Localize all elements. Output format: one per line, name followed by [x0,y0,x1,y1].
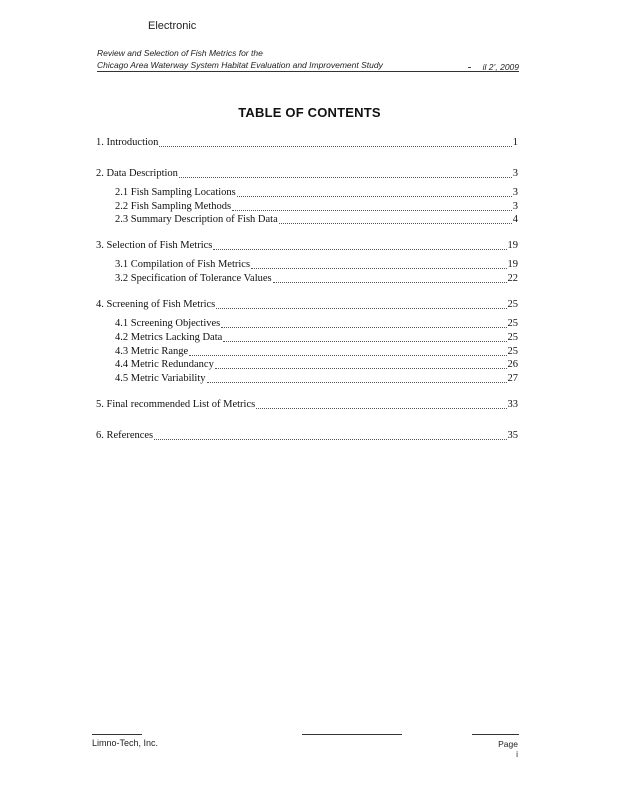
toc-leader [179,176,512,178]
toc-entry-metric-variability[interactable] [115,372,518,386]
toc-page-number: 1 [512,137,518,148]
toc-label: 2.2 Fish Sampling Methods [115,201,232,212]
toc-page-number: 22 [507,273,518,284]
toc-page-number: 25 [507,346,518,357]
electronic-stamp: Electronic [148,20,197,32]
header-line-1: Review and Selection of Fish Metrics for the [97,48,263,58]
toc-label: 2. Data Description [96,168,178,179]
header-date: il 2’, 2009 [482,62,519,72]
toc-page-number: 25 [507,318,518,329]
toc-leader [273,281,507,283]
toc-label: 3.2 Specification of Tolerance Values [115,273,272,284]
header-line-2: Chicago Area Waterway System Habitat Evaluation and Improvement Study [97,60,383,70]
toc-leader [207,381,507,383]
toc-page-number: 26 [507,359,518,370]
toc-page-number: 19 [507,259,518,270]
toc-label: 3.1 Compilation of Fish Metrics [115,259,251,270]
toc-leader [251,267,506,269]
toc-leader [232,209,512,211]
toc-label: 2.1 Fish Sampling Locations [115,187,236,198]
toc-leader [154,438,506,440]
toc-page-number: 35 [507,430,518,441]
toc-entry-selection-of-fish-metrics[interactable] [96,239,518,253]
toc-entry-compilation-of-fish-metrics[interactable] [115,258,518,272]
toc-page-number: 3 [512,187,518,198]
toc-label: 4.1 Screening Objectives [115,318,221,329]
toc-label: 4.5 Metric Variability [115,373,206,384]
toc-entry-introduction[interactable] [96,136,518,150]
header-rule [97,71,519,72]
toc-page-number: 27 [507,373,518,384]
toc-page-number: 25 [507,299,518,310]
footer-company: Limno-Tech, Inc. [92,738,159,748]
toc-entry-references[interactable] [96,429,518,443]
toc-label: 1. Introduction [96,137,159,148]
toc-leader [215,367,507,369]
toc-leader [279,222,512,224]
toc-entry-metric-range[interactable] [115,345,518,359]
toc-page-number: 33 [507,399,518,410]
toc-leader [216,307,506,309]
toc-label: 4.3 Metric Range [115,346,189,357]
toc-leader [213,248,506,250]
toc-label: 4.2 Metrics Lacking Data [115,332,223,343]
toc-entry-data-description[interactable] [96,167,518,181]
toc-entry-metric-redundancy[interactable] [115,358,518,372]
toc-label: 6. References [96,430,154,441]
toc-page-number: 25 [507,332,518,343]
toc-entry-screening-of-fish-metrics[interactable] [96,298,518,312]
toc-entry-tolerance-values[interactable] [115,272,518,286]
toc-page-number: 3 [512,201,518,212]
toc-label: 2.3 Summary Description of Fish Data [115,214,278,225]
toc-page-number: 3 [512,168,518,179]
toc-entry-fish-sampling-methods[interactable] [115,200,518,214]
footer-rule-center [302,734,402,735]
toc-entry-fish-sampling-locations[interactable] [115,186,518,200]
page-title: TABLE OF CONTENTS [238,105,381,120]
footer-rule-right [472,734,519,735]
toc-entry-final-recommended-list[interactable] [96,398,518,412]
toc-label: 5. Final recommended List of Metrics [96,399,256,410]
toc-leader [223,340,506,342]
footer-page-number: Page i [498,739,518,759]
toc-label: 3. Selection of Fish Metrics [96,240,213,251]
toc-leader [256,407,506,409]
toc-leader [237,195,512,197]
footer-rule-left [92,734,142,735]
toc-page-number: 4 [512,214,518,225]
toc-entry-summary-description[interactable] [115,213,518,227]
toc-entry-screening-objectives[interactable] [115,317,518,331]
toc-label: 4.4 Metric Redundancy [115,359,214,370]
toc-page-number: 19 [507,240,518,251]
toc-label: 4. Screening of Fish Metrics [96,299,216,310]
toc-leader [159,145,511,147]
toc-entry-metrics-lacking-data[interactable] [115,331,518,345]
toc-leader [221,326,506,328]
toc-leader [189,354,506,356]
